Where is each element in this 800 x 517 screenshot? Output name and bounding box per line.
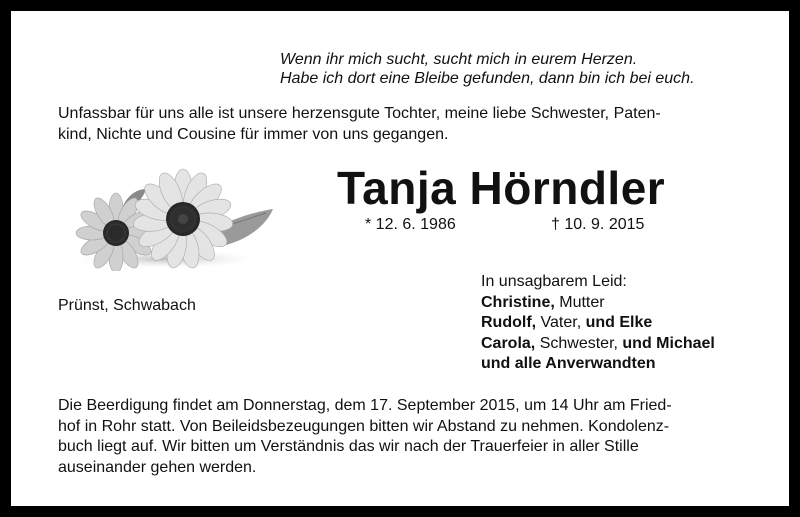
- intro-line: kind, Nichte und Cousine für immer von uns gegangen.: [58, 126, 449, 143]
- funeral-line: auseinander gehen werden.: [58, 458, 257, 476]
- mourners-heading: In unsagbarem Leid:: [481, 273, 627, 290]
- mourner-line: [481, 334, 715, 355]
- motto-verse: [280, 50, 695, 88]
- mourner-partner: und Michael: [622, 334, 715, 352]
- intro-text: [58, 103, 748, 145]
- mourners-block: [481, 272, 715, 375]
- funeral-notice: [58, 396, 758, 478]
- mourner-line: [481, 293, 715, 314]
- birth-date: * 12. 6. 1986: [365, 216, 456, 233]
- funeral-line: buch liegt auf. Wir bitten um Verständnis das wir nach der Trauerfeier in aller Stille: [58, 438, 639, 455]
- place-label: Prünst, Schwabach: [58, 297, 196, 314]
- mourner-name: Christine,: [481, 293, 555, 311]
- sunflowers-image: [61, 161, 276, 271]
- intro-line: Unfassbar für uns alle ist unsere herzensgute Tochter, meine liebe Schwester, Paten-: [58, 105, 661, 122]
- funeral-line: Die Beerdigung findet am Donnerstag, dem 17. September 2015, um 14 Uhr am Fried-: [58, 397, 672, 414]
- obituary-card: [11, 11, 789, 506]
- mourner-name: Rudolf,: [481, 314, 537, 331]
- mourner-partner: und Elke: [585, 314, 653, 331]
- deceased-name: Tanja Hörndler: [337, 162, 666, 214]
- mourner-role: Vater,: [536, 314, 586, 331]
- mourner-role: Schwester,: [535, 334, 623, 352]
- mourner-name: Carola,: [481, 334, 536, 352]
- death-date: † 10. 9. 2015: [551, 216, 645, 233]
- mourner-relatives: und alle Anverwandten: [481, 355, 656, 372]
- mourner-line: [481, 313, 715, 334]
- motto-line: Habe ich dort eine Bleibe gefunden, dann bin ich bei euch.: [280, 70, 695, 87]
- funeral-line: hof in Rohr statt. Von Beileidsbezeugungen bitten wir Abstand zu nehmen. Kondolenz-: [58, 417, 670, 435]
- mourner-role: Mutter: [554, 293, 605, 311]
- motto-line: Wenn ihr mich sucht, sucht mich in eurem Herzen.: [280, 51, 638, 68]
